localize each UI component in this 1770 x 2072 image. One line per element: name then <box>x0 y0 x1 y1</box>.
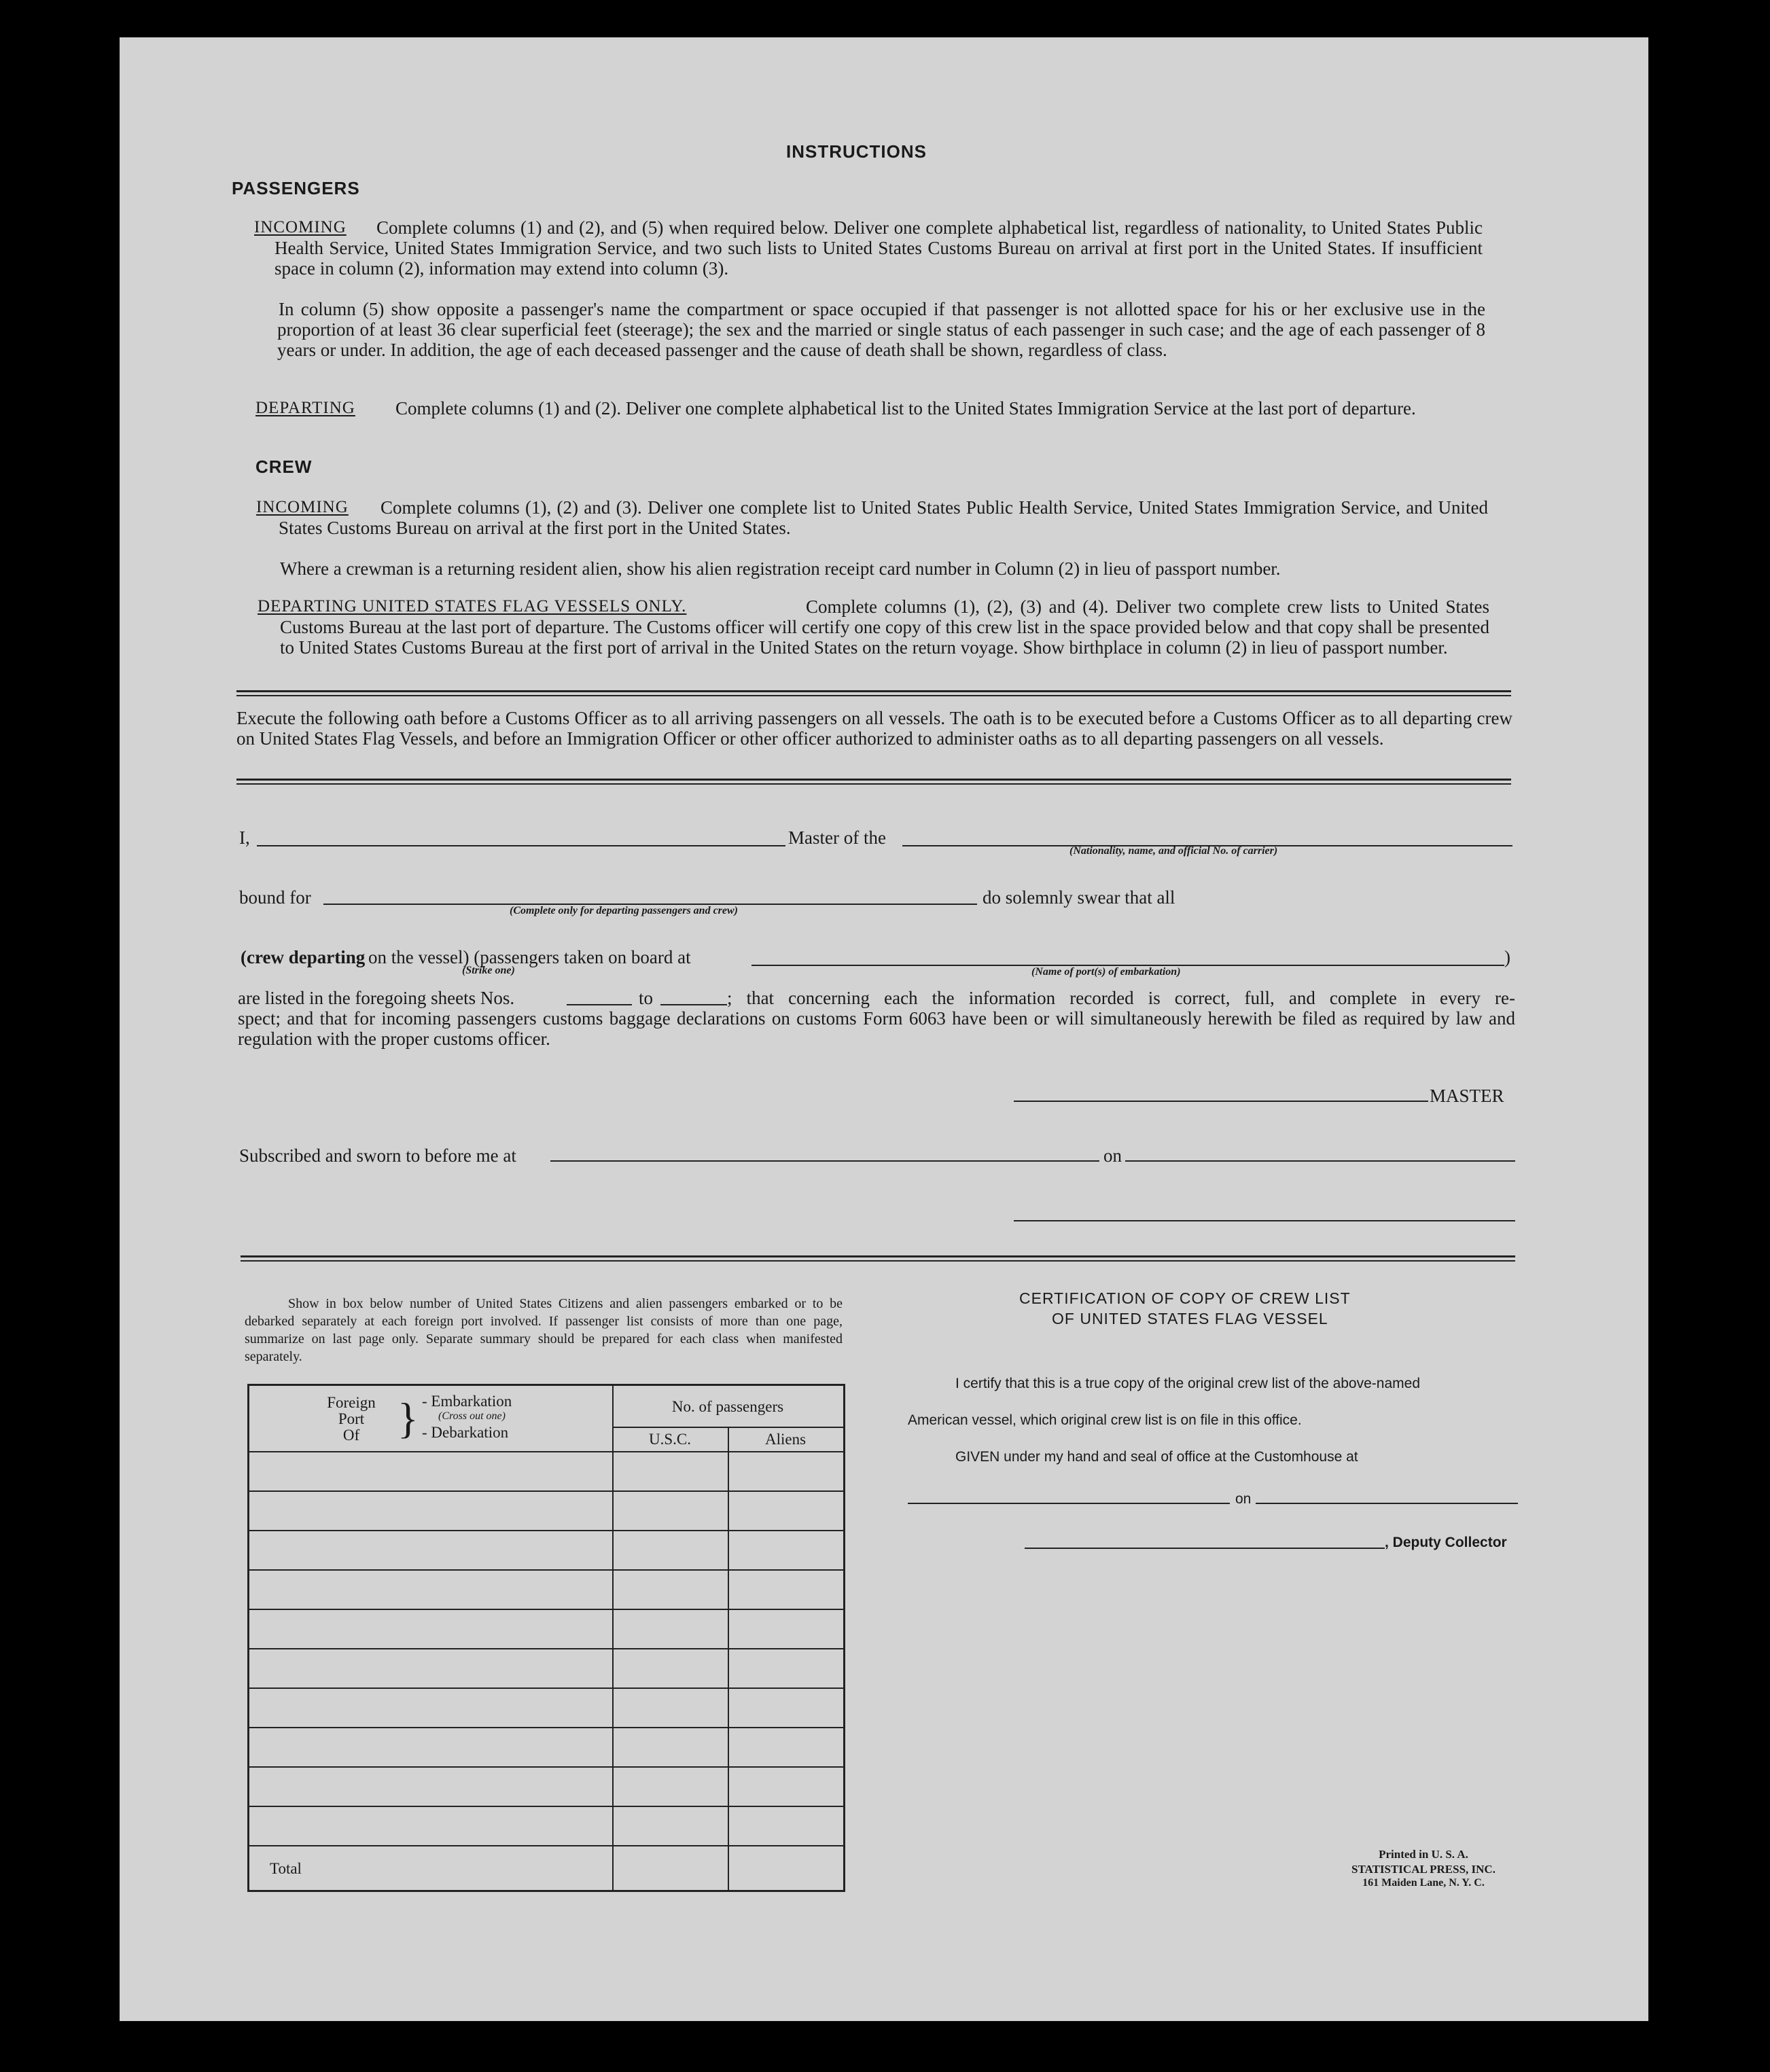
table-divider <box>612 1386 614 1890</box>
oath-divider <box>236 779 1511 785</box>
customhouse-line[interactable] <box>908 1503 1230 1504</box>
crew-departing-text: Complete columns (1), (2), (3) and (4). Deliver two complete crew lists to United States Customs Bureau at the last port of departure. The Customs officer will certify one copy of this crew list in the space provided below and that copy shall be presented to United States Customs Bureau at the first port of arrival in the United States on the return voyage. Show birthplace in column (2) in lieu of passport number. <box>280 596 1489 658</box>
crew-departing-label: DEPARTING UNITED STATES FLAG VESSELS ONLY. <box>258 597 687 615</box>
printer-line-3: 161 Maiden Lane, N. Y. C. <box>1362 1877 1485 1889</box>
crew-incoming-text: Complete columns (1), (2) and (3). Deliver one complete list to United States Public Health Service, United States Immigration Service, and United States Customs Bureau on arrival at the first port in the United States. <box>279 497 1488 538</box>
passengers-incoming-label: INCOMING <box>254 218 347 236</box>
page-title: INSTRUCTIONS <box>786 141 927 162</box>
crew-resident-text: Where a crewman is a returning resident alien, show his alien registration receipt card number in Column (2) in lieu of passport number. <box>280 558 1281 579</box>
table-divider <box>249 1451 843 1452</box>
table-row <box>249 1490 843 1492</box>
passengers-heading: PASSENGERS <box>232 178 360 198</box>
debarkation-option[interactable]: - Debarkation <box>422 1424 509 1441</box>
table-row <box>249 1727 843 1728</box>
section-divider <box>236 690 1511 696</box>
master-label: MASTER <box>1430 1086 1504 1106</box>
master-name-line[interactable] <box>257 845 785 846</box>
given-text: GIVEN under my hand and seal of office at the Customhouse at <box>955 1449 1358 1465</box>
deputy-signature-line[interactable] <box>1025 1548 1385 1549</box>
table-row <box>249 1806 843 1807</box>
foreign-label: Foreign <box>327 1394 376 1411</box>
deputy-collector-label: , Deputy Collector <box>1385 1535 1507 1550</box>
certification-heading-1: CERTIFICATION OF COPY OF CREW LIST <box>1019 1289 1351 1307</box>
table-row <box>249 1609 843 1610</box>
certify-text-2: American vessel, which original crew list is on file in this office. <box>908 1412 1302 1428</box>
crew-incoming-label: INCOMING <box>256 498 349 516</box>
no-passengers-header: No. of passengers <box>671 1398 784 1415</box>
bound-for-label: bound for <box>239 887 311 908</box>
passengers-incoming-text: Complete columns (1) and (2), and (5) when required below. Deliver one complete alphabetical list, regardless of nationality, to United States Public Health Service, United States Immigration Service, and two such lists to United States Customs Bureau on arrival at first port in the United States. If insufficient space in column (2), information may extend into column (3). <box>275 217 1483 279</box>
table-divider <box>612 1427 843 1428</box>
cert-on-label: on <box>1235 1491 1252 1507</box>
brace-icon: } <box>397 1394 419 1442</box>
bottom-divider <box>241 1255 1515 1262</box>
master-of-label: Master of the <box>788 827 886 848</box>
passengers-departing-label: DEPARTING <box>255 399 355 417</box>
of-label: Of <box>342 1427 360 1444</box>
carrier-caption: (Nationality, name, and official No. of carrier) <box>1069 845 1278 857</box>
table-row <box>249 1766 843 1768</box>
sheet-to-line[interactable] <box>660 1004 727 1005</box>
subscribed-text: Subscribed and sworn to before me at <box>239 1145 516 1166</box>
table-row <box>249 1648 843 1649</box>
cert-date-line[interactable] <box>1256 1503 1518 1504</box>
cross-out-caption: (Cross out one) <box>438 1410 506 1422</box>
embarkation-option[interactable]: - Embarkation <box>422 1393 512 1410</box>
table-row <box>249 1530 843 1531</box>
listed-text-2: ; that concerning each the information recorded is correct, full, and complete in every re- <box>727 988 1515 1008</box>
strike-one-caption: (Strike one) <box>462 965 515 976</box>
printer-line-2: STATISTICAL PRESS, INC. <box>1351 1863 1495 1876</box>
printer-line-1: Printed in U. S. A. <box>1379 1848 1468 1861</box>
port-label: Port <box>338 1410 365 1427</box>
usc-header: U.S.C. <box>649 1431 691 1448</box>
passengers-departing-text: Complete columns (1) and (2). Deliver one complete alphabetical list to the United States Immigration Service at the last port of departure. <box>395 398 1416 418</box>
table-row <box>249 1687 843 1689</box>
listed-text-1: are listed in the foregoing sheets Nos. <box>238 988 515 1008</box>
swear-text: do solemnly swear that all <box>983 887 1175 908</box>
officer-signature-line[interactable] <box>1014 1220 1515 1221</box>
crew-departing-option[interactable]: (crew departing <box>241 947 366 967</box>
master-signature-line[interactable] <box>1014 1101 1428 1102</box>
sworn-place-line[interactable] <box>550 1160 1099 1162</box>
oath-intro: Execute the following oath before a Customs Officer as to all arriving passengers on all vessels. The oath is to be executed before a Customs Officer as to all departing crew on United States Flag Vessels, and before an Immigration Officer or other officer authorized to administer oaths as to all departing passengers on all vessels. <box>236 708 1512 749</box>
table-row <box>249 1845 843 1846</box>
summary-instructions: Show in box below number of United States Citizens and alien passengers embarked or to be debarked separately at each foreign port involved. If passenger list consists of more than one page, summarize on last page only. Separate summary should be prepared for each class when manifested separately. <box>245 1296 843 1364</box>
port-caption: (Name of port(s) of embarkation) <box>1031 966 1181 978</box>
sworn-date-line[interactable] <box>1125 1160 1515 1162</box>
bound-caption: (Complete only for departing passengers and crew) <box>510 905 738 916</box>
total-label: Total <box>270 1860 302 1877</box>
passenger-summary-table <box>247 1384 845 1892</box>
table-divider <box>728 1427 729 1890</box>
listed-to-label: to <box>639 988 654 1008</box>
aliens-header: Aliens <box>764 1431 807 1448</box>
on-vessel-text: on the vessel) (passengers taken on board at <box>368 947 691 967</box>
sworn-on-label: on <box>1103 1145 1122 1166</box>
certification-heading-2: OF UNITED STATES FLAG VESSEL <box>1052 1310 1328 1327</box>
sheet-from-line[interactable] <box>567 1004 632 1005</box>
table-row <box>249 1569 843 1571</box>
oath-i-label: I, <box>239 827 250 848</box>
passengers-column5-text: In column (5) show opposite a passenger's name the compartment or space occupied if that passenger is not allotted space for his or her exclusive use in the proportion of at least 36 clear superficial feet (steerage); the sex and the married or single status of each passenger in such case; and the age of each passenger of 8 years or under. In addition, the age of each deceased passenger and the cause of death shall be shown, regardless of class. <box>277 299 1485 360</box>
certify-text-1: I certify that this is a true copy of the original crew list of the above-named <box>955 1376 1420 1391</box>
close-paren: ) <box>1504 947 1510 967</box>
crew-heading: CREW <box>255 457 313 477</box>
listed-text-3: spect; and that for incoming passengers customs baggage declarations on customs Form 6063 have been or will simultaneously herewith be filed as required by law and regulation with the proper customs officer. <box>238 1008 1515 1049</box>
